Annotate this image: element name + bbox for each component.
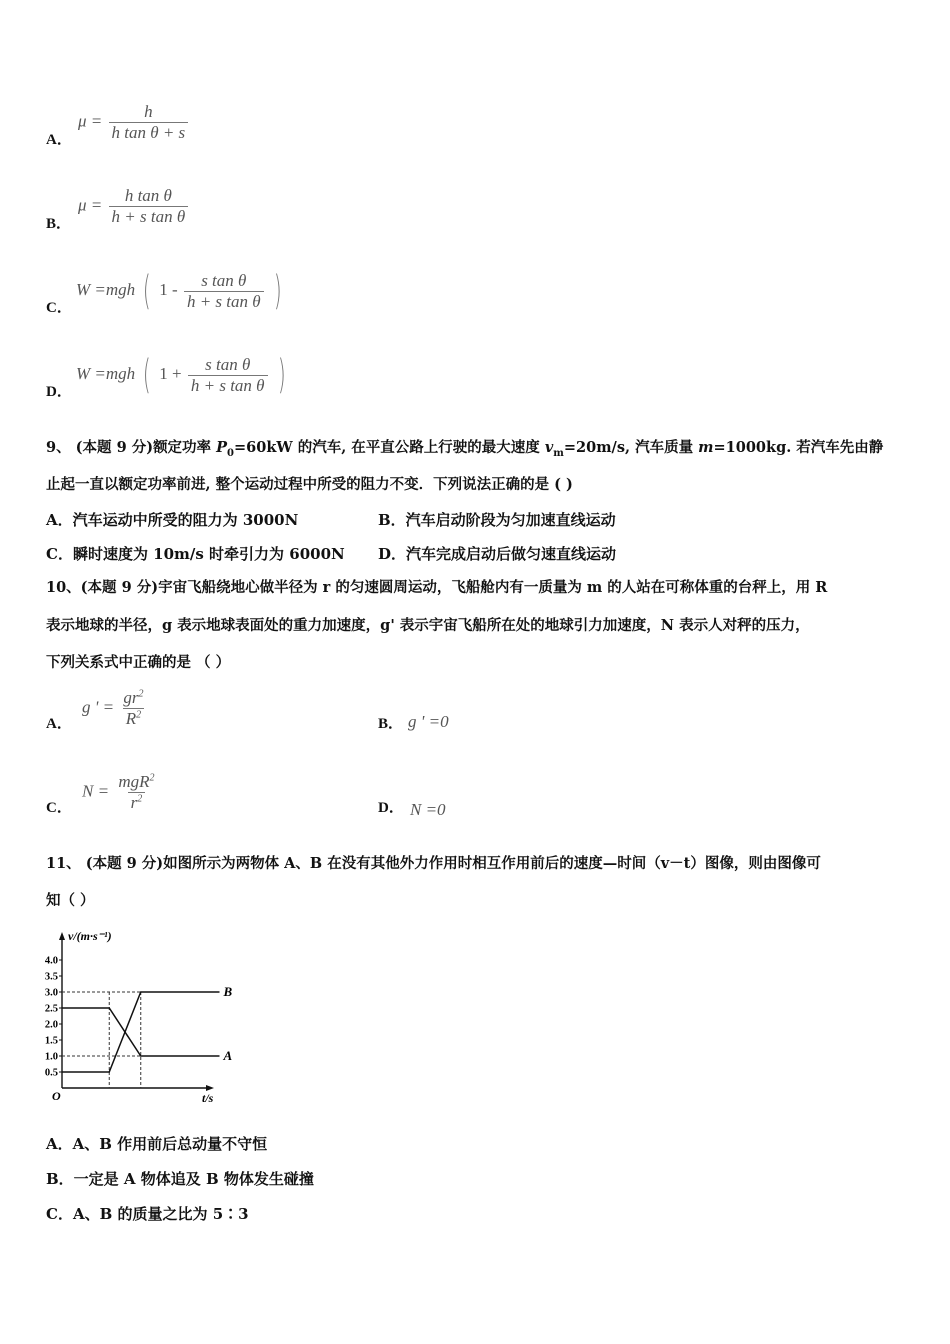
origin-label: O <box>52 1089 61 1103</box>
fraction: $\frac{mgR^2}{r^2}$ <box>118 772 155 812</box>
y-tick-label: 2.5 <box>44 1003 58 1015</box>
fraction: $\frac{\text{s tan θ}}{\text{h + s tan θ}}$ <box>184 271 264 312</box>
y-tick-label: 1.0 <box>44 1051 58 1063</box>
q11-option-b: B．一定是 A 物体追及 B 物体发生碰撞 <box>46 1170 314 1188</box>
q10-option-b-formula: g ' =0 <box>408 712 449 731</box>
q9-option-a: A．汽车运动中所受的阻力为 3000N <box>46 511 299 529</box>
q9-option-b: B．汽车启动阶段为匀加速直线运动 <box>378 511 616 529</box>
left-paren: ( <box>143 352 152 398</box>
x-axis-label: t/s <box>202 1091 214 1105</box>
q10-stem-line2: 表示地球的半径，g 表示地球表面处的重力加速度，g' 表示宇宙飞船所在处的地球引力加速度，N 表示人对秤的压力， <box>46 617 810 634</box>
formula-lhs: W =mgh <box>76 279 136 299</box>
y-tick-label: 4.0 <box>44 955 58 967</box>
option-label: A． <box>46 132 72 148</box>
fraction: $\frac{\text{s tan θ}}{\text{h + s tan θ}}$ <box>188 355 268 396</box>
fraction: $\frac{gr^2}{R^2}$ <box>123 688 144 728</box>
q9-stem-line2: 止起一直以额定功率前进, 整个运动过程中所受的阻力不变．下列说法正确的是 ( ) <box>46 476 573 493</box>
q11-option-c: C．A、B 的质量之比为 5∶3 <box>46 1205 249 1223</box>
q10-option-d-label: D． <box>378 800 404 816</box>
q10-option-c-label: C． <box>46 800 72 816</box>
fraction: $\frac{\text{h tan θ}}{\text{h + s tan θ}}$ <box>109 186 189 227</box>
q10-option-d-formula: N =0 <box>410 800 446 819</box>
y-axis-label: v/(m·s⁻¹) <box>68 929 112 943</box>
q11-stem-line2: 知（ ） <box>46 892 95 909</box>
vt-chart <box>40 924 240 1110</box>
q9-option-c: C．瞬时速度为 10m/s 时牵引力为 6000N <box>46 545 345 563</box>
series-label-a: A <box>223 1048 233 1063</box>
q10-option-a-formula: g ' = $\frac{gr^2}{R^2}$ <box>82 688 148 729</box>
q11-stem-line1: 11、 (本题 9 分)如图所示为两物体 A、B 在没有其他外力作用时相互作用前后的速度—时间（v－t）图像，则由图像可 <box>46 855 821 872</box>
option-label: B． <box>46 216 72 232</box>
q10-option-a-label: A． <box>46 716 72 732</box>
y-tick-label: 0.5 <box>44 1067 58 1079</box>
formula-lead: 1 - <box>159 279 178 299</box>
formula-lhs: W =mgh <box>76 363 136 383</box>
option-label: C． <box>46 300 72 316</box>
y-tick-label: 1.5 <box>44 1035 58 1047</box>
y-tick-label: 2.0 <box>44 1019 58 1031</box>
q9-option-d: D．汽车完成启动后做匀速直线运动 <box>378 545 617 563</box>
q10-option-c-formula: N = $\frac{mgR^2}{r^2}$ <box>82 772 159 813</box>
formula-lhs: μ = <box>78 111 103 131</box>
q10-stem-line3: 下列关系式中正确的是 （ ） <box>46 654 231 671</box>
formula-lhs: μ = <box>78 195 103 215</box>
fraction: $\frac{h}{\text{h tan θ + s}}$ <box>109 102 189 143</box>
q10-option-b-label: B． <box>378 716 404 732</box>
series-label-b: B <box>223 984 233 999</box>
option-label: D． <box>46 384 72 400</box>
q11-option-a: A．A、B 作用前后总动量不守恒 <box>46 1135 268 1153</box>
y-tick-label: 3.5 <box>44 971 58 983</box>
right-paren: ) <box>273 268 282 314</box>
formula-lead: 1 + <box>159 363 182 383</box>
y-tick-label: 3.0 <box>44 987 58 999</box>
left-paren: ( <box>143 268 152 314</box>
q9-stem-line1: 9、 (本题 9 分)额定功率 $P_0=60kW$ 的汽车, 在平直公路上行驶的最大速度 $v_m=20m/s$, 汽车质量 m=1000kg. 若汽车先由静 <box>46 439 884 459</box>
q10-stem-line1: 10、(本题 9 分)宇宙飞船绕地心做半径为 r 的匀速圆周运动，飞船舱内有一质量为 m 的人站在可称体重的台秤上，用 R <box>46 579 828 596</box>
right-paren: ) <box>277 352 286 398</box>
y-axis-arrow <box>59 932 65 940</box>
